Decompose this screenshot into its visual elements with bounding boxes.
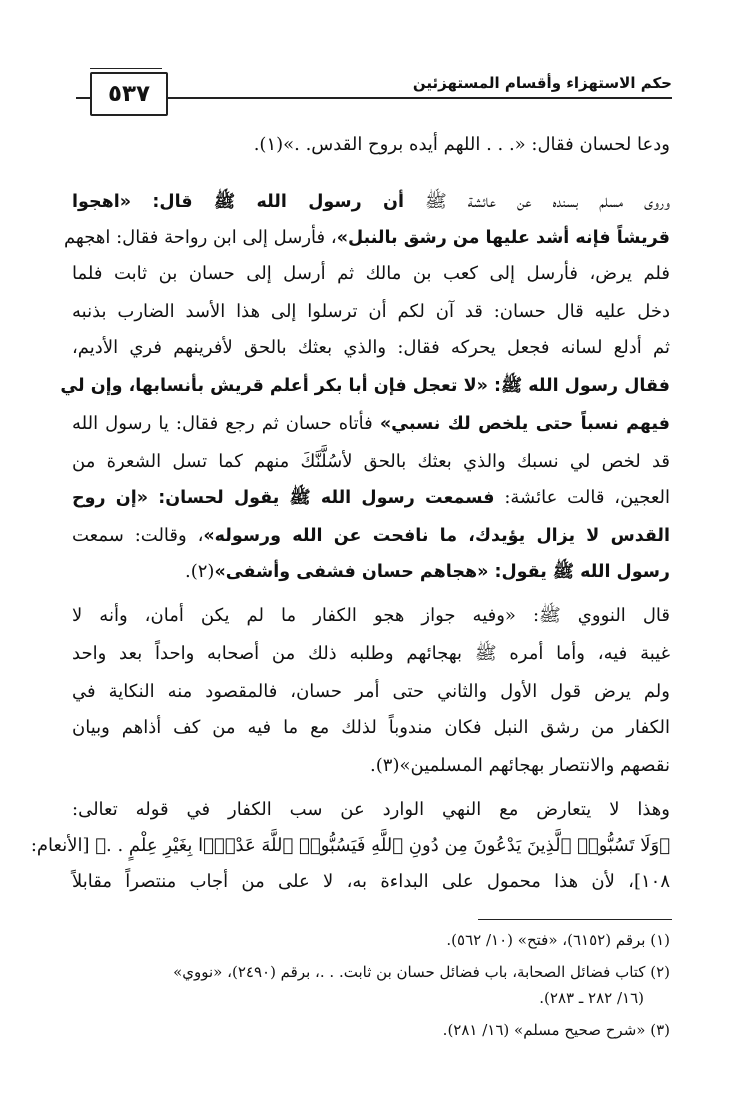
footnote: (٢) كتاب فضائل الصحابة، باب فضائل حسان بن ثابت. . .، برقم (٢٤٩٠)، «نووي» — [173, 963, 670, 981]
text-segment: ١٠٨]، لأن هذا محمول على البداءة به، لا على من أجاب منتصراً مقابلاً — [72, 871, 670, 892]
text-segment: ، وقالت: سمعت — [72, 525, 204, 546]
text-segment: قال النووي ﷺ: «وفيه جواز هجو الكفار ما لم يكن أمان، وأنه لا — [72, 605, 670, 626]
page-number: ٥٣٧ — [107, 81, 151, 107]
text-segment: ثم أدلع لسانه فجعل يحركه فقال: والذي بعثك بالحق لأفرينهم فري الأديم، — [72, 337, 670, 358]
running-title: حكم الاستهزاء وأقسام المستهزئين — [412, 74, 672, 92]
text-line — [72, 450, 670, 474]
text-line — [72, 336, 670, 360]
text-segment: الكفار من رشق النبل فكان مندوباً لذلك مع ما فيه من كف أذاهم وبيان — [72, 717, 670, 738]
bold-text-segment: أن رسول الله ﷺ قال: «اهجوا — [72, 192, 404, 212]
text-line — [72, 716, 670, 740]
text-line — [72, 486, 670, 510]
text-line — [63, 226, 670, 250]
text-line — [72, 190, 670, 214]
text-line — [72, 262, 670, 286]
text-segment: نقصهم والانتصار بهجائهم المسلمين»(٣). — [370, 755, 670, 776]
text-segment: ودعا لحسان فقال: «. . . اللهم أيده بروح القدس. .»(١). — [253, 134, 670, 155]
bold-text-segment: رسول الله ﷺ يقول: «هجاهم حسان فشفى وأشفى» — [214, 562, 670, 582]
text-segment: فأتاه حسان ثم رجع فقال: يا رسول الله — [72, 413, 380, 434]
text-line — [72, 300, 670, 324]
text-line — [72, 524, 670, 548]
text-segment: العجين، قالت عائشة: — [494, 487, 670, 508]
text-segment: دخل عليه قال حسان: قد آن لكم أن ترسلوا إلى هذا الأسد الضارب بذنبه — [72, 301, 670, 322]
text-line — [60, 374, 670, 398]
text-segment: فلم يرض، فأرسل إلى كعب بن مالك ثم أرسل إلى حسان بن ثابت فلما — [72, 263, 670, 284]
text-line — [72, 798, 670, 822]
text-segment: (٢). — [185, 561, 215, 582]
text-line — [72, 604, 670, 628]
bold-text-segment: فسمعت رسول الله ﷺ يقول لحسان: «إن روح — [72, 488, 495, 508]
footnote: (١) برقم (٦١٥٢)، «فتح» (١٠/ ٥٦٢). — [446, 931, 670, 949]
footnote-continuation: (١٦/ ٢٨٢ ـ ٢٨٣). — [539, 989, 644, 1007]
footnote-rule — [478, 919, 672, 920]
text-line — [72, 680, 670, 704]
text-line — [72, 754, 670, 778]
page-number-box — [90, 72, 168, 116]
text-line — [30, 834, 670, 858]
bold-text-segment: قريشاً فإنه أشد عليها من رشق بالنبل» — [336, 228, 670, 248]
text-line — [72, 133, 670, 157]
bold-text-segment: فيهم نسباً حتى يلخص لك نسبي» — [379, 414, 670, 434]
footnote: (٣) «شرح صحيح مسلم» (١٦/ ٢٨١). — [442, 1021, 670, 1039]
text-line — [72, 412, 670, 436]
text-segment: ، فأرسل إلى ابن رواحة فقال: اهجهم — [63, 227, 337, 248]
bold-text-segment: القدس لا يزال يؤيدك، ما نافحت عن الله ورسوله» — [203, 526, 670, 546]
text-line — [72, 642, 670, 666]
text-segment: وروى مسلم بسنده عن عائشة ﷺ — [403, 191, 670, 212]
text-segment: وهذا لا يتعارض مع النهي الوارد عن سب الكفار في قوله تعالى: — [72, 799, 670, 820]
text-line — [72, 870, 670, 894]
text-segment: ﴿وَلَا تَسُبُّوا۟ ٱلَّذِينَ يَدْعُونَ مِن دُونِ ٱللَّهِ فَيَسُبُّوا۟ ٱللَّهَ عَدْوًۢا بِغَيْرِ عِلْمٍ . .﴾ [الأنعام: — [30, 835, 670, 856]
text-line — [72, 560, 670, 584]
text-segment: غيبة فيه، وأما أمره ﷺ بهجائهم وطلبه ذلك من أصحابه واحداً بعد واحد — [72, 643, 670, 664]
bold-text-segment: فقال رسول الله ﷺ: «لا تعجل فإن أبا بكر أعلم قريش بأنسابها، وإن لي — [60, 376, 670, 396]
text-segment: ولم يرض قول الأول والثاني حتى أمر حسان، فالمقصود منه النكاية في — [72, 681, 670, 702]
text-segment: قد لخص لي نسبك والذي بعثك بالحق لأسُلَّنَّكَ منهم كما تسل الشعرة من — [72, 451, 670, 472]
